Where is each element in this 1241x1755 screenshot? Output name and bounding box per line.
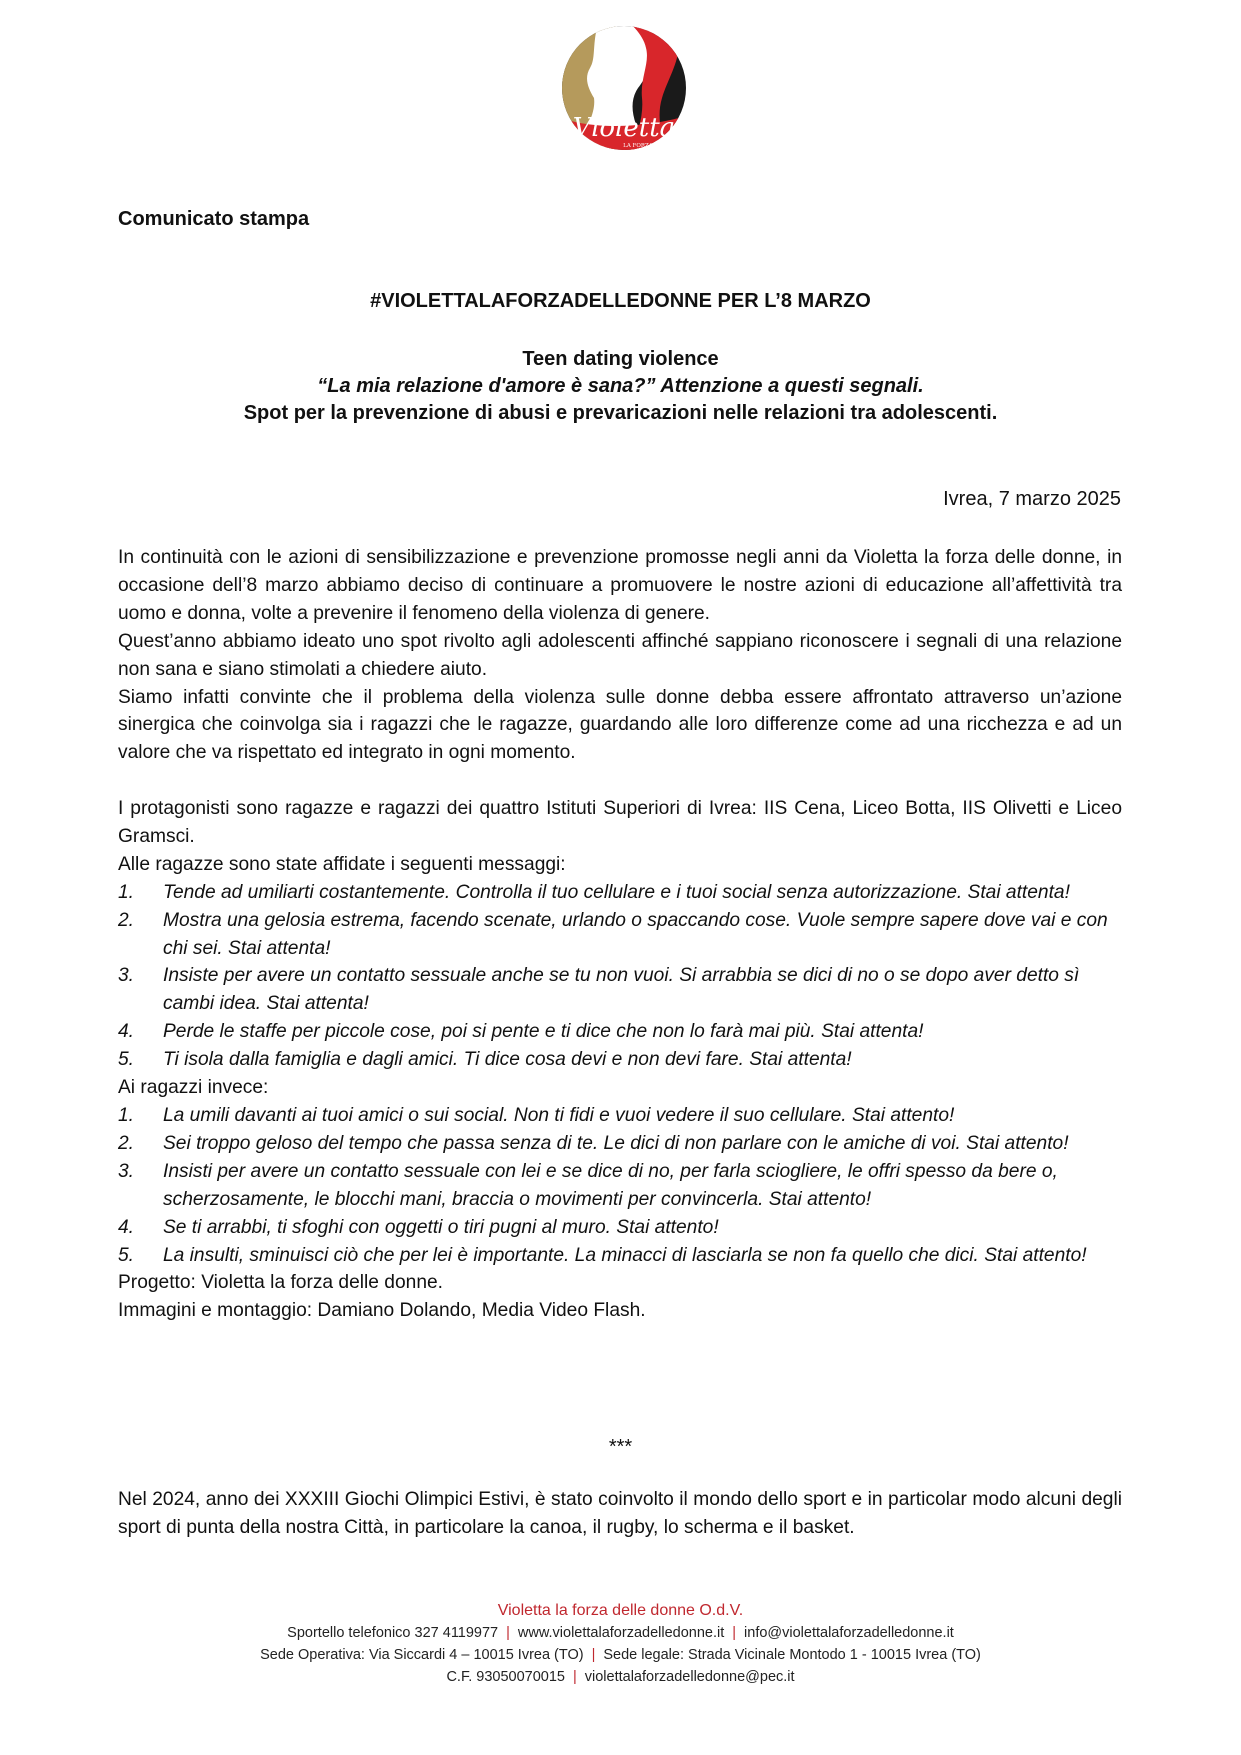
footer-sede-legale: Sede legale: Strada Vicinale Montodo 1 - 10015 Ivrea (TO) xyxy=(603,1647,981,1663)
intro-section xyxy=(118,544,1122,767)
protagonists-paragraph: I protagonisti sono ragazze e ragazzi dei quattro Istituti Superiori di Ivrea: IIS Cena, Liceo Botta, IIS Olivetti e Liceo Gramsci. xyxy=(118,798,1122,847)
list-text: Perde le staffe per piccole cose, poi si pente e ti dice che non lo farà mai più. Stai attenta! xyxy=(163,1021,924,1043)
document-label: Comunicato stampa xyxy=(118,208,310,230)
logo-tagline-2: DELLE DONNE xyxy=(615,150,661,156)
footer-fiscal-line xyxy=(0,1666,1241,1688)
footer-separator: | xyxy=(732,1625,737,1641)
list-number: 3. xyxy=(118,965,135,987)
section-separator: *** xyxy=(608,1436,633,1458)
list-number: 3. xyxy=(118,1160,135,1182)
list-number: 2. xyxy=(118,1132,135,1154)
list-item xyxy=(118,907,1122,963)
list-item xyxy=(118,1158,1122,1214)
list-number: 4. xyxy=(118,1216,135,1238)
girls-message-list xyxy=(118,879,1122,1074)
subhead-title: Teen dating violence xyxy=(522,348,719,370)
list-number: 5. xyxy=(118,1244,135,1266)
footer-separator: | xyxy=(572,1669,577,1685)
girls-intro: Alle ragazze sono state affidate i seguenti messaggi: xyxy=(118,853,566,875)
list-text: Ti isola dalla famiglia e dagli amici. Ti dice cosa devi e non devi fare. Stai attenta! xyxy=(163,1049,852,1071)
list-number: 5. xyxy=(118,1049,135,1071)
footer-org-name: Violetta la forza delle donne O.d.V. xyxy=(497,1602,744,1619)
intro-paragraph: In continuità con le azioni di sensibilizzazione e prevenzione promosse negli anni da Violetta la forza delle donne, in occasione dell’8 marzo abbiamo deciso di continuare a promuovere le nostre azioni di educazione all’affettività tra uomo e donna, volte a prevenire il fenomeno della violenza di genere. xyxy=(118,547,1122,624)
subhead-quote: “La mia relazione d'amore è sana?” Attenzione a questi segnali. xyxy=(317,375,924,397)
list-item xyxy=(118,962,1122,1018)
logo-wordmark: Violetta xyxy=(572,113,676,143)
footer-cf: C.F. 93050070015 xyxy=(446,1669,565,1685)
subhead xyxy=(0,346,1241,427)
list-item xyxy=(118,1242,1122,1270)
list-text: La umili davanti ai tuoi amici o sui social. Non ti fidi e vuoi vedere il suo cellulare. Stai attento! xyxy=(163,1104,955,1126)
list-item xyxy=(118,879,1122,907)
footer-address-line xyxy=(0,1644,1241,1666)
footer-sede-operativa: Sede Operativa: Via Siccardi 4 – 10015 Ivrea (TO) xyxy=(260,1647,584,1663)
intro-paragraph: Siamo infatti convinte che il problema della violenza sulle donne debba essere affrontato attraverso un’azione sinergica che coinvolga sia i ragazzi che le ragazze, guardando alle loro differenze come ad una ricchezza e ad un valore che va rispettato ed integrato in ogni momento. xyxy=(118,686,1122,764)
list-number: 1. xyxy=(118,1104,135,1126)
list-text: La insulti, sminuisci ciò che per lei è importante. La minacci di lasciarla se non fa quello che dici. Stai attento! xyxy=(163,1244,1087,1266)
closing-paragraph: Nel 2024, anno dei XXXIII Giochi Olimpici Estivi, è stato coinvolto il mondo dello sport e in particolar modo alcuni degli sport di punta della nostra Città, in particolare la canoa, il rugby, lo scherma e il basket. xyxy=(118,1489,1122,1538)
list-item xyxy=(118,1130,1122,1158)
footer-email-link[interactable]: info@violettalaforzadelledonne.it xyxy=(744,1625,954,1641)
list-text: Sei troppo geloso del tempo che passa senza di te. Le dici di non parlare con le amiche di voi. Stai attento! xyxy=(163,1132,1069,1154)
logo-tagline-1: LA FORZA xyxy=(623,143,653,149)
violetta-logo-icon xyxy=(558,18,690,168)
footer-contacts-line xyxy=(0,1622,1241,1644)
document-date: Ivrea, 7 marzo 2025 xyxy=(943,488,1121,510)
list-text: Insisti per avere un contatto sessuale con lei e se dice di no, per farla sciogliere, le offri spesso da bere o, scherzosamente, le blocchi mani, braccia o movimenti per convincerla. Stai attento! xyxy=(163,1160,1058,1210)
messages-section xyxy=(118,795,1122,1325)
boys-intro: Ai ragazzi invece: xyxy=(118,1077,269,1099)
list-number: 2. xyxy=(118,909,135,931)
list-item xyxy=(118,1102,1122,1130)
list-number: 1. xyxy=(118,881,135,903)
headline: #VIOLETTALAFORZADELLEDONNE PER L’8 MARZO xyxy=(370,290,871,312)
project-line: Progetto: Violetta la forza delle donne. xyxy=(118,1272,443,1294)
boys-message-list xyxy=(118,1102,1122,1269)
footer-separator: | xyxy=(591,1647,596,1663)
list-item xyxy=(118,1018,1122,1046)
credits-line: Immagini e montaggio: Damiano Dolando, Media Video Flash. xyxy=(118,1300,646,1322)
intro-paragraph: Quest’anno abbiamo ideato uno spot rivolto agli adolescenti affinché sappiano riconoscere i segnali di una relazione non sana e siano stimolati a chiedere aiuto. xyxy=(118,630,1122,680)
subhead-description: Spot per la prevenzione di abusi e prevaricazioni nelle relazioni tra adolescenti. xyxy=(243,402,998,424)
list-number: 4. xyxy=(118,1021,135,1043)
footer-pec-link[interactable]: violettalaforzadelledonne@pec.it xyxy=(584,1669,795,1685)
footer xyxy=(0,1600,1241,1688)
list-item xyxy=(118,1214,1122,1242)
footer-separator: | xyxy=(506,1625,510,1641)
list-item xyxy=(118,1046,1122,1074)
list-text: Mostra una gelosia estrema, facendo scenate, urlando o spaccando cose. Vuole sempre sapere dove vai e con chi sei. Stai attenta! xyxy=(163,909,1108,959)
list-text: Se ti arrabbi, ti sfoghi con oggetti o tiri pugni al muro. Stai attento! xyxy=(163,1216,719,1238)
footer-website-link[interactable]: www.violettalaforzadelledonne.it xyxy=(517,1625,725,1641)
footer-phone: Sportello telefonico 327 4119977 xyxy=(287,1625,499,1641)
list-text: Insiste per avere un contatto sessuale anche se tu non vuoi. Si arrabbia se dici di no o se dopo aver detto sì cambi idea. Stai attenta! xyxy=(163,965,1080,1015)
list-text: Tende ad umiliarti costantemente. Controlla il tuo cellulare e i tuoi social senza autorizzazione. Stai attenta! xyxy=(163,881,1070,903)
